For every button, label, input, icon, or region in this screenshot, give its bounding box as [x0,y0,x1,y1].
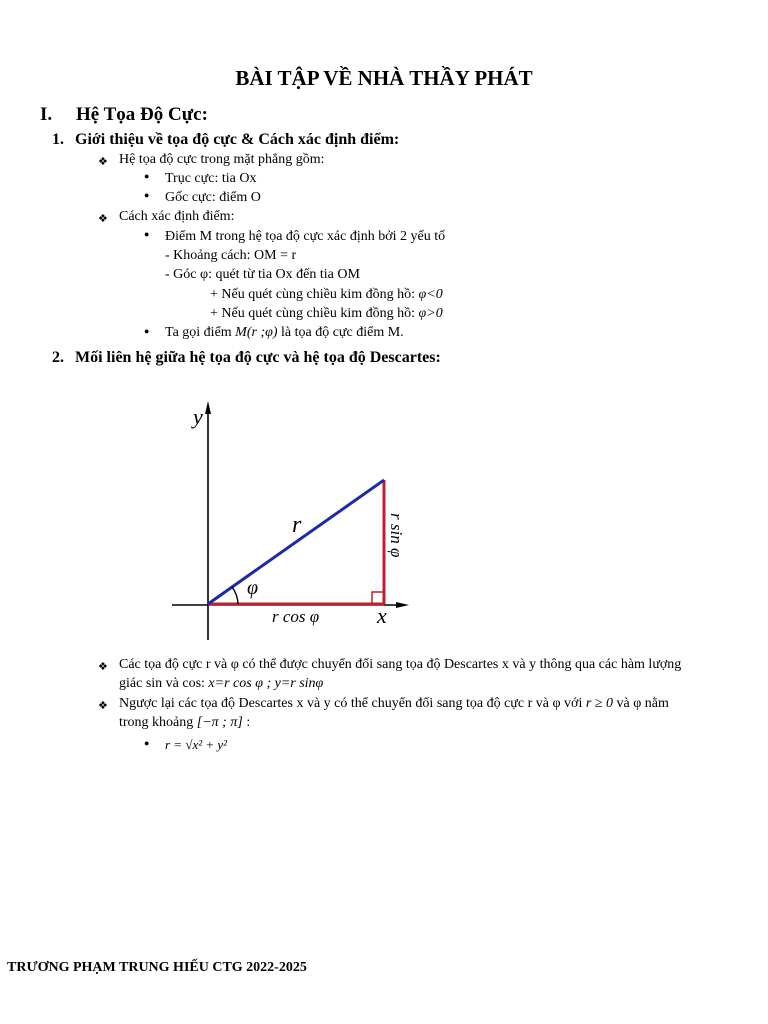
counterclockwise-text: + Nếu quét cùng chiều kim đồng hồ: [210,306,416,321]
inverse-line-1-post: và φ nằm [616,696,669,711]
inverse-line-2-post: : [246,715,251,730]
footer: TRƯƠNG PHẠM TRUNG HIẾU CTG 2022-2025 [7,960,307,975]
rcos-label: r cos φ [272,607,320,626]
round-bullet-icon: ● [144,326,150,336]
subsection-1-heading: Giới thiệu về tọa độ cực & Cách xác định điểm: [75,131,400,148]
round-bullet-icon: ● [144,738,150,748]
conversion-line-1: Các tọa độ cực r và φ có thể được chuyển đổi sang tọa độ Descartes x và y thông qua các hàm lượng [119,657,682,672]
section-heading: Hệ Tọa Độ Cực: [76,104,208,125]
list-item: Trục cực: tia Ox [165,171,257,186]
inverse-line-1 [119,696,669,712]
diamond-bullet-icon: ❖ [98,700,108,712]
conversion-line-2 [119,676,323,692]
y-axis-label: y [193,404,203,429]
subsection-2-number: 2. [52,349,64,366]
notation-math: M(r ;φ) [235,325,278,340]
notation-post: là tọa độ cực điểm M. [281,325,404,340]
subsection-2-heading: Mối liên hệ giữa hệ tọa độ cực và hệ tọa độ Descartes: [75,349,441,366]
clockwise-text: + Nếu quét cùng chiều kim đồng hồ: [210,287,416,302]
distance-line: - Khoảng cách: OM = r [165,248,297,263]
hypotenuse-r [208,480,384,604]
r-label: r [292,512,302,538]
x-axis-arrow [396,602,409,608]
diamond-bullet-icon: ❖ [98,213,108,225]
r-condition: r ≥ 0 [585,696,613,711]
notation-pre: Ta gọi điểm [165,325,232,340]
phi-label: φ [247,577,259,599]
conversion-line-2-text: giác sin và cos: [119,676,205,691]
angle-arc [232,587,238,604]
round-bullet-icon: ● [144,171,150,181]
inverse-line-1-text: Ngược lại các tọa độ Descartes x và y có thể chuyển đổi sang tọa độ cực r và φ với [119,696,583,711]
round-bullet-icon: ● [144,190,150,200]
section-number: I. [40,104,53,125]
inverse-line-2 [119,715,250,731]
y-axis-arrow [205,401,211,414]
counterclockwise-math: φ>0 [418,306,443,321]
radius-formula: r = √x² + y² [165,737,228,752]
list-item: Gốc cực: điểm O [165,190,261,205]
list-item: Cách xác định điểm: [119,209,235,224]
subsection-1-number: 1. [52,131,64,148]
conversion-formula: x=r cos φ ; y=r sinφ [208,676,324,691]
page-title: BÀI TẬP VỀ NHÀ THẦY PHÁT [235,66,533,90]
round-bullet-icon: ● [144,229,150,239]
interval: [−π ; π] [196,715,243,730]
angle-line: - Góc φ: quét từ tia Ox đến tia OM [165,267,360,282]
diamond-bullet-icon: ❖ [98,661,108,673]
clockwise-math: φ<0 [418,287,443,302]
list-item: Hệ tọa độ cực trong mặt phẳng gồm: [119,152,325,167]
x-axis-label: x [377,603,387,628]
inverse-line-2-text: trong khoảng [119,715,194,730]
diamond-bullet-icon: ❖ [98,156,108,168]
rsin-label: r sin φ [387,513,406,558]
list-item: Điểm M trong hệ tọa độ cực xác định bởi 2 yếu tố [165,229,446,244]
